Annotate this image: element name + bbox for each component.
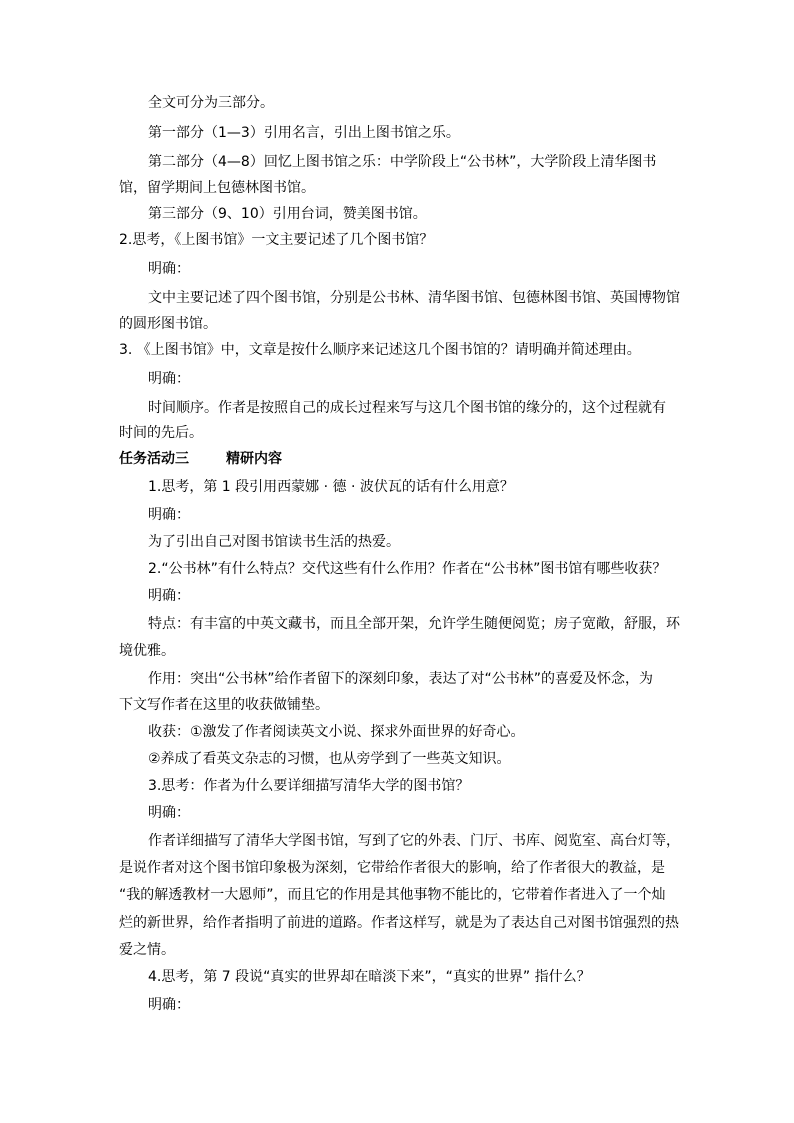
- text-line: 3. 《上图书馆》中，文章是按什么顺序来记述这几个图书馆的？请明确并简述理由。: [119, 342, 641, 358]
- text-line: 2.思考，《上图书馆》一文主要记述了几个图书馆？: [119, 232, 434, 248]
- text-line: 第一部分（1—3）引用名言，引出上图书馆之乐。: [148, 125, 460, 141]
- text-line: 馆，留学期间上包德林图书馆。: [119, 180, 315, 196]
- text-line: ②养成了看英文杂志的习惯，也从旁学到了一些英文知识。: [148, 751, 511, 767]
- text-line: 是说作者对这个图书馆印象极为深刻，它带给作者很大的影响，给了作者很大的教益，是: [119, 860, 665, 876]
- text-line: 明确：: [148, 805, 190, 821]
- text-line: 特点：有丰富的中英文藏书，而且全部开架，允许学生随便阅览；房子宽敞，舒服，环: [148, 616, 680, 632]
- section-label: 任务活动三: [119, 451, 189, 467]
- text-line: 第三部分（9、10）引用台词，赞美图书馆。: [148, 206, 427, 222]
- text-line: “我的解透教材一大恩师”，而且它的作用是其他事物不能比的，它带着作者进入了一个灿: [119, 887, 666, 903]
- text-line: 时间的先后。: [119, 425, 203, 441]
- text-line: 明确：: [148, 371, 190, 387]
- text-line: 明确：: [148, 507, 190, 523]
- text-line: 明确：: [148, 261, 190, 277]
- text-line: 爱之情。: [119, 942, 175, 958]
- text-line: 为了引出自己对图书馆读书生活的热爱。: [148, 534, 400, 550]
- text-line: 下文写作者在这里的收获做铺垫。: [119, 697, 329, 713]
- text-line: 明确：: [148, 997, 190, 1013]
- text-line: 境优雅。: [119, 643, 175, 659]
- text-line: 文中主要记述了四个图书馆，分别是公书林、清华图书馆、包德林图书馆、英国博物馆: [148, 290, 680, 306]
- text-line: 作用：突出“公书林”给作者留下的深刻印象，表达了对“公书林”的喜爱及怀念，为: [148, 671, 654, 687]
- text-line: 明确：: [148, 588, 190, 604]
- text-line: 2.“公书林”有什么特点？交代这些有什么作用？作者在“公书林”图书馆有哪些收获？: [148, 561, 667, 577]
- text-line: 烂的新世界，给作者指明了前进的道路。作者这样写，就是为了表达自己对图书馆强烈的热: [119, 915, 679, 931]
- text-line: 作者详细描写了清华大学图书馆，写到了它的外表、门厅、书库、阅览室、高台灯等，: [148, 833, 680, 849]
- text-line: 第二部分（4—8）回忆上图书馆之乐：中学阶段上“公书林”，大学阶段上清华图书: [148, 154, 657, 170]
- text-line: 时间顺序。作者是按照自己的成长过程来写与这几个图书馆的缘分的，这个过程就有: [148, 400, 666, 416]
- section-title: 精研内容: [226, 451, 282, 467]
- text-line: 3.思考：作者为什么要详细描写清华大学的图书馆？: [148, 778, 470, 794]
- text-line: 全文可分为三部分。: [148, 95, 274, 111]
- text-line: 收获：①激发了作者阅读英文小说、探求外面世界的好奇心。: [148, 724, 525, 740]
- text-line: 的圆形图书馆。: [119, 316, 217, 332]
- text-line: 4.思考，第 7 段说“真实的世界却在暗淡下来”，“真实的世界” 指什么？: [148, 969, 591, 985]
- text-line: 1.思考，第 1 段引用西蒙娜 · 德 · 波伏瓦的话有什么用意？: [148, 479, 514, 495]
